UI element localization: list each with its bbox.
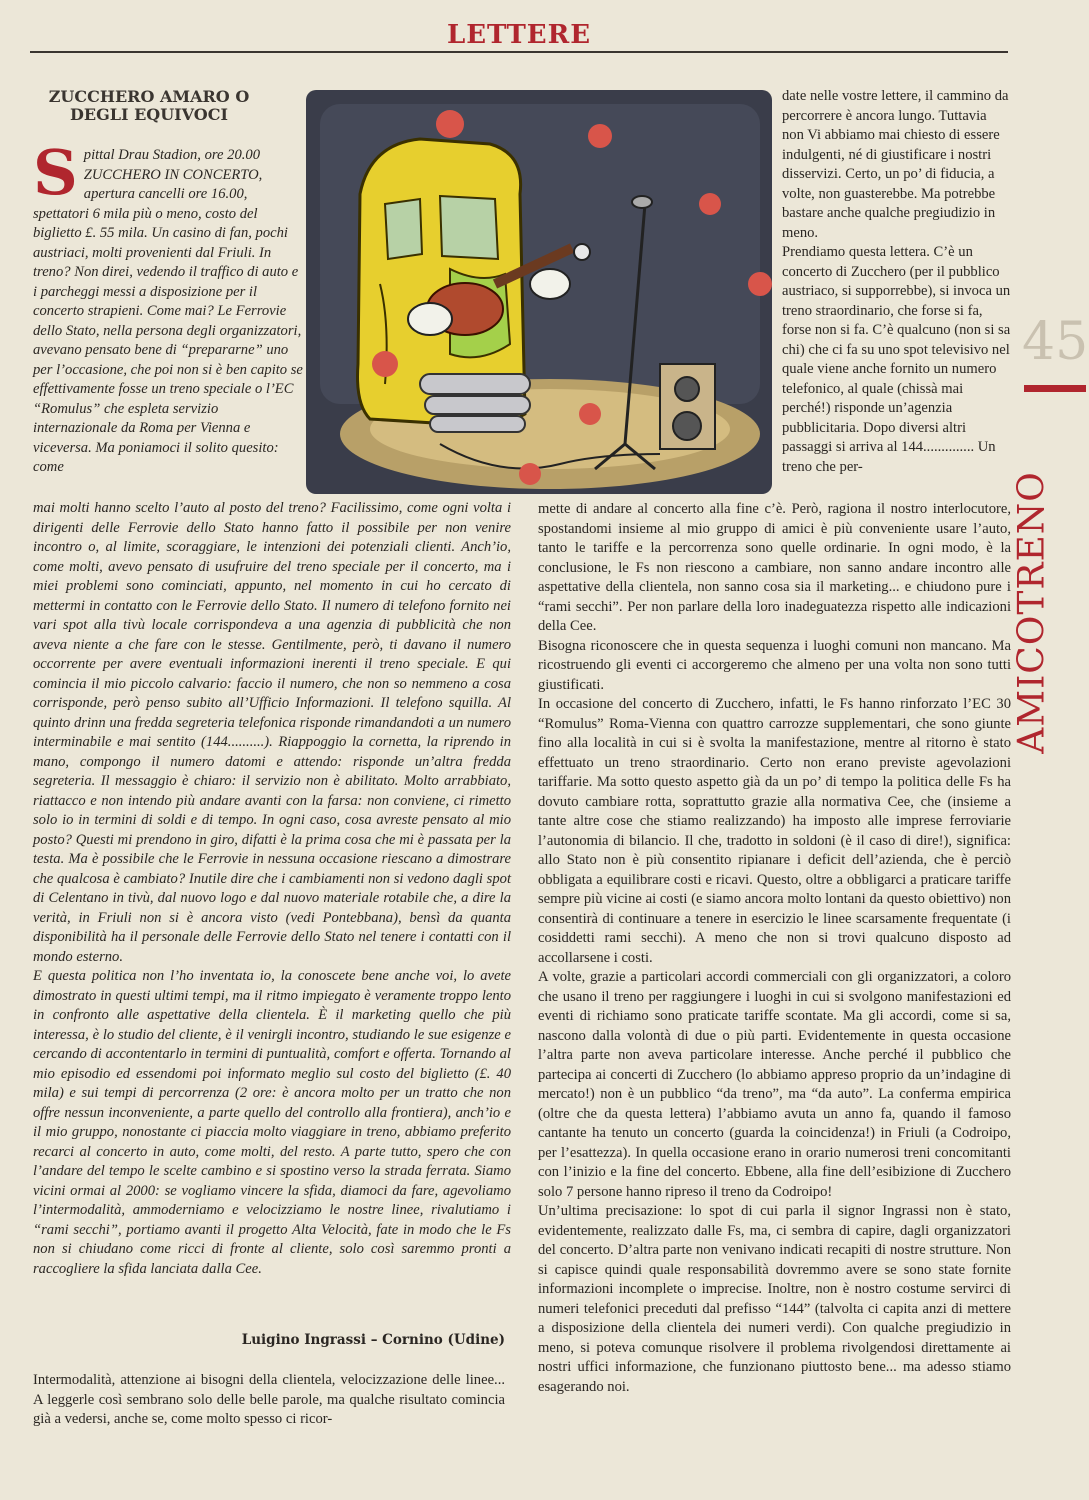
microphone bbox=[632, 196, 652, 208]
reply-top-column bbox=[782, 87, 1012, 477]
reply-paragraph: mette di andare al concerto alla fine c’è. Però, ragiona il nostro interlocutore, spostandomi insieme al mio gruppo di amici è più conveniente usare l’auto, tanto le tariffe e la percorrenza sono quelle ordinarie. In ogni modo, è la conclusione, le Fs non riescono a cambiare, non sanno andare incontro alle aspettative della clientela, non sanno cosa sia il marketing... e chiudono pure i “rami secchi”. Per non parlare della loro inadeguatezza rispetto alle indicazioni della Cee. bbox=[538, 501, 1011, 634]
flower bbox=[436, 110, 464, 138]
letter-intro bbox=[33, 136, 305, 478]
drop-cap: S bbox=[33, 136, 78, 209]
header-rule bbox=[30, 51, 1008, 53]
reply-paragraph: Prendiamo questa lettera. C’è un concerto di Zucchero (per il pubblico austriaco, si supporrebbe), si invoca un treno straordinario, che forse si fa, forse non si fa. C’è qualcuno (non si sa chi) che ci fa su uno spot televisivo nel quale viene anche fornito un numero telefonico, al quale (chissà mai perché!) risponde un’agenzia pubblicitaria. Dopo diversi altri passaggi si arriva al 144.............. Un treno che per- bbox=[782, 244, 1011, 475]
section-label-text: AMICOTRENO bbox=[1011, 471, 1053, 754]
letter-paragraph: mai molti hanno scelto l’auto al posto del treno? Facilissimo, come ogni volta i dirigenti delle Ferrovie dello Stato hanno fatto il possibile per non venire incontro o, al limite, scoraggiare, le intenzioni dei potenziali clienti. Anch’io, come molti, avevo pensato di usufruire del treno speciale per il concerto, ma i miei problemi sono cominciati, appunto, nel momento in cui ho cercato di mettermi in contatto con le Ferrovie dello Stato. Il numero di telefono fornito nei vari spot alla tivù locale corrispondeva a una agenzia di pubblicità che non aveva niente a che fare con le stesse. Gentilmente, però, ti davano il numero occorrente per avere eventuali informazioni inerenti il treno speciale. E qui comincia il mio piccolo calvario: faccio il numero, che non so nemmeno a cosa corrisponde, però penso subito all’Ufficio Informazioni. Il telefono squilla. Al quinto drinn una fredda segreteria telefonica risponde rimandandoti a un numero interminabile e mai sentito (144..........). Riappoggio la cornetta, la riprendo in mano, compongo il numero datomi e attendo: risponde un’altra fredda segreteria. Il messaggio è chiaro: il servizio non è abilitato. Molto arrabbiato, riattacco e non intendo più andare avanti con la farsa: non conviene, ci rimetto solo io in termini di soldi e di tempo. In ogni caso, cosa avreste pensato al mio posto? Questi mi prendono in giro, difatti è la prima cosa che mi è passata per la testa. Ma è possibile che le Ferrovie in nessuna occasione riescano a dimostrare che qualcosa è cambiato? Inutile dire che i cambiamenti non si vedono dagli spot di Celentano in tivù, dal nuovo logo e dal nuovo materiale rotabile che, a dire la verità, in Friuli non si è ancora visto (vedi Pontebbana), bensì da quanta disponibilità ha il personale delle Ferrovie dello Stato nel tenere i contatti con il mondo esterno. bbox=[33, 500, 511, 965]
section-title: LETTERE bbox=[446, 20, 592, 50]
concert-illustration bbox=[300, 84, 778, 500]
side-accent-bar bbox=[1024, 385, 1086, 392]
letter-paragraph: E questa politica non l’ho inventata io, la conoscete bene anche voi, lo avete dimostrato in questi ultimi tempi, ma il ritmo impiegato è veramente troppo lento in confronto alle aspettative della clientela. È il marketing quello che più interessa, è lo studio del cliente, è il venirgli incontro, studiando le sue esigenze e cercando di accontentarlo in termini di puntualità, comfort e offerta. Tornando al mio episodio ed essendomi poi informato meglio sul costo del biglietto (£. 40 mila) e sui tempi di percorrenza (2 ore: è ancora molto per un tratto che non offre nessun inconveniente, a parte quello del controllo alla frontiera), anch’io e il mio gruppo, nonostante ci piaccia molto viaggiare in treno, abbiamo preferito recarci al concerto in auto, come molti, del resto. A parte tutto, spero che con l’andare del tempo le scelte cambino e si spostino verso la strada ferrata. Siamo vicini ormai al 2000: se vogliamo vincere la sfida, diamoci da fare, agevoliamo l’intermodalità, ammoderniamo e velocizziamo le nostre linee, rivalutiamo i “rami secchi”, portiamo avanti il progetto Alta Velocità, fate in modo che le Fs non si chiudano come ricci di fronte al cliente, solo così saremmo pronti a raccogliere la sfida lanciata dalla Cee. bbox=[33, 968, 511, 1277]
reply-paragraph: Bisogna riconoscere che in questa sequenza i luoghi comuni non mancano. Ma ricostruendo gli eventi ci accorgeremo che almeno per una volta non sono tutti giustificati. bbox=[538, 637, 1011, 693]
reply-intro: Intermodalità, attenzione ai bisogni della clientela, velocizzazione delle linee... A leggerle così sembrano solo delle belle parole, ma qualche risultato comincia già a vedersi, anche se, come molto spesso ci ricor- bbox=[33, 1372, 505, 1427]
letter-intro-text: pittal Drau Stadion, ore 20.00 ZUCCHERO IN CONCERTO, apertura cancelli ore 16.00, spettatori 6 mila più o meno, costo del biglietto £. 55 mila. Un casino di fan, pochi austriaci, molti provenienti dal Friuli. In treno? Non direi, vedendo il traffico di auto e i parcheggi messi a disposizione per il concerto strapieni. Come mai? Le Ferrovie dello Stato, nella persona degli organizzatori, avevano pensato bene di “prepararne” uno per l’occasione, che poi non si è ben capito se effettivamente fosse un treno speciale o l’EC “Romulus” che espleta servizio internazionale da Roma per Vienna e viceversa. Ma poniamoci il solito quesito: come bbox=[33, 147, 303, 475]
letter-headline: ZUCCHERO AMARO O DEGLI EQUIVOCI bbox=[48, 87, 250, 124]
reply-paragraph: In occasione del concerto di Zucchero, infatti, le Fs hanno rinforzato l’EC 30 “Romulus” Roma-Vienna con quattro carrozze supplementari, che sono giunte fino alla località in cui si è svolta la manifestazione, mentre al ritorno è stato effettuato un treno straordinario. Certo non erano previste agevolazioni tariffarie. Ma sotto questo aspetto già da un po’ di tempo la politica delle Fs ha dovuto cambiare rotta, soprattutto grazie alla normativa Cee, che (insieme a tante altre cose che stiamo realizzando) ha imposto alle imprese ferroviarie l’autonomia di bilancio. Il che, tradotto in soldoni (è il caso di dire!), significa: allo Stato non è più consentito ripianare i deficit dell’azienda, che è perciò obbligata a equilibrare costi e ricavi. Questo, oltre a obbligarci a praticare tariffe sempre più vicine ai costi (e siamo ancora molto lontani da questo obiettivo) non consentirà di continuare a tenere in esercizio le linee scarsamente frequentate (i cosiddetti rami secchi). A meno che non si trovi qualcuno disposto ad accollarsene i costi. bbox=[538, 696, 1011, 966]
reply-paragraph: date nelle vostre lettere, il cammino da percorrere è ancora lungo. Tuttavia non Vi abbiamo mai chiesto di essere indulgenti, né di giustificare i nostri disservizi. Certo, un po’ di fiducia, a volte, non guasterebbe. Ma potrebbe bastare anche qualche pregiudizio in meno. bbox=[782, 88, 1009, 241]
page-header bbox=[30, 20, 1008, 54]
reply-right-column bbox=[538, 500, 1011, 1397]
letter-signature: Luigino Ingrassi – Cornino (Udine) bbox=[241, 1332, 505, 1348]
reply-paragraph: Un’ultima precisazione: lo spot di cui parla il signor Ingrassi non è stato, evidentemente, realizzato dalle Fs, ma, ci sembra di capire, dagli organizzatori del concerto. D’altra parte non venivano indicati recapiti di nostre strutture. Non si capisce quindi quale responsabilità dovremmo avere se sono state fornite informazioni incomplete o imprecise. Inoltre, non è nostro costume servirci di numeri telefonici preceduti dal prefisso “144” (talvolta ci capita anzi di mettere a disposizione della clientela dei numeri verdi). Con qualche pregiudizio in meno, si poteva comunque risolvere il problema rivolgendosi direttamente ai nostri uffici informazione, che funzionano piuttosto bene... ma adesso stiamo esagerando noi. bbox=[538, 1203, 1011, 1395]
reply-paragraph: A volte, grazie a particolari accordi commerciali con gli organizzatori, a coloro che usano il treno per raggiungere i luoghi in cui si svolgono manifestazioni ed eventi di richiamo sono praticate tariffe scontate. Ma gli accordi, come si sa, nascono dalla volontà di due o più parti. Evidentemente in questa occasione l’altra parte non aveva particolare interesse. Anche perché il pubblico che partecipa ai concerti di Zucchero (lo abbiamo appreso proprio da un’indagine di mercato!) non è un pubblico “da treno”, ma “da auto”. La conferma empirica (oltre che da questa lettera) l’abbiamo avuta un anno fa, quando il famoso cantante ha tenuto un concerto (guarda la coincidenza!) in Friuli (a Codroipo, per l’esattezza). In quella occasione erano in orario numerosi treni concomitanti con l’inizio e la fine del concerto. Ebbene, alla fine dell’esibizione di Zucchero solo 7 persone hanno ripreso il treno da Codroipo! bbox=[538, 969, 1011, 1200]
letter-continuation bbox=[33, 499, 511, 1279]
page-number: 45 bbox=[1022, 312, 1089, 372]
